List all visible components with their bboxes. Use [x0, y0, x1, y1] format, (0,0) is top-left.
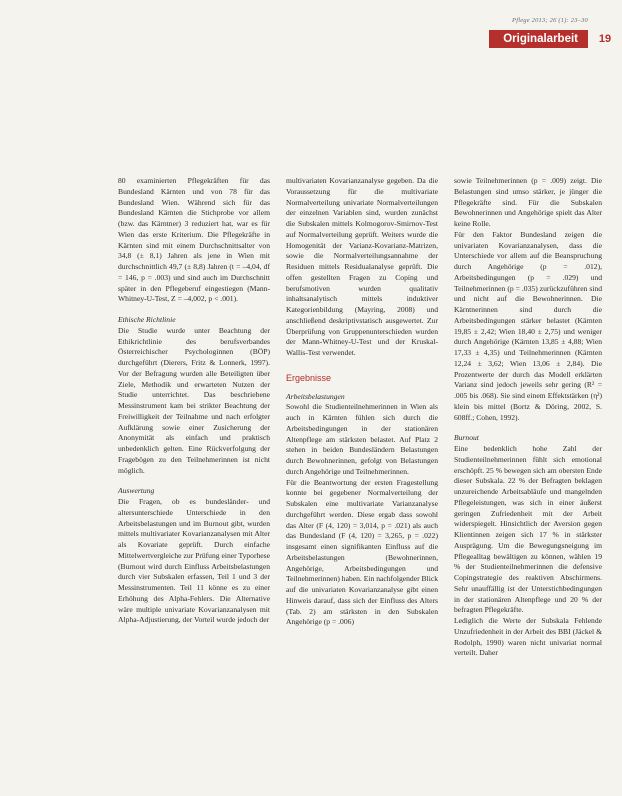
- page-header: [489, 29, 622, 49]
- paragraph: sowie Teilnehmerinnen (p = .009) zeigt. Die Belastungen sind umso stärker, je jünger die Pflegekräfte sind. Für die Subskalen Bewohnerinnen und Angehörige spielt das Alter keine Rolle.: [454, 176, 602, 228]
- paragraph: Die Fragen, ob es bundesländer- und altersunterschiede Unterschiede in den Arbeitsbelastungen und im Burnout gibt, wurden mittels multivariater Kovarianzanalysen mit Alter als Kovariate geprüft. Durch einfache Mittelwertvergleiche zur Prüfung einer Typorhese (Burnout wird durch Einfluss Arbeitsbelastungen durch vier Subskalen erfassen, Teil 1 und 3 der Messinstrumenten. Teil 11 könne es zu einer Erhöhung des Alpha-Fehlers. Die Alternative wäre multiple univariate Kovarianzanalysen mit Alpha-Adjustierung, der Vorteil wurde jedoch der: [118, 497, 270, 625]
- paragraph: multivariaten Kovarianzanalyse gegeben. Da die Voraussetzung für die multivariate Normalverteilung univariate Normalverteilungen der einzelnen Variablen sind, wurden zunächst die Subskalen mittels Kolmogorov-Smirnov-Test auf Normalverteilung geprüft. Weiters wurde die Homogenität der Varianz-Kovarianz-Matrizen, sowie die Normalverteilungsannahme der Residuen mittels Residualanalyse geprüft. Die offen gestellten Fragen zu Coping und berufsmotiven wurden qualitativ inhaltsanalytisch mittels induktiver Kategorienbildung (Mayring, 2008) und anschließend deskriptivstatisch ausgewertet. Zur Überprüfung von Gruppenunterschieden wurden der Mann-Whitney-U-Test und der Kruskal-Wallis-Test verwendet.: [286, 176, 438, 357]
- paragraph: 80 examinierten Pflegekräften für das Bundesland Kärnten und von 78 für das Bundesland Wien. Während sich für das Bundesland Kärnten die Stichprobe vor allem (bzw. das Kärntner) 3 reduziert hat, war es für Wien das erste Kriterium. Die Pflegekräfte in Kärnten sind mit einem Durchschnittsalter von 34,8 (± 8,1) Jahren als jene in Wien mit durchschnittlich 49,7 (± 8,8) Jahren (t = –4,04, df = 146, p = .003) und sind auch im Durchschnitt später in den Pflegeberuf eingestiegen (Mann-Whitney-U-Test, Z = –4,002, p < .001).: [118, 176, 270, 304]
- paragraph: Sowohl die Studienteilnehmerinnen in Wien als auch in Kärnten fühlen sich durch die Arbeitsbedingungen in der stationären Altenpflege am stärksten belastet. Auf Platz 2 stehen in beiden Bundesländern Belastungen durch Bewohnerinnen, gefolgt von Belastungen durch Angehörige und Teilnehmerinnen.: [286, 402, 438, 476]
- paragraph: Die Studie wurde unter Beachtung der Ethikrichtlinie des berufsverbandes Österreichischer Psychologinnen (BÖP) durchgeführt (Dierers, Fritz & Lonnerk, 1997). Vor der Befragung wurden alle Beteiligten über Ziele, Methodik und erwarteten Nutzen der Studie unterrichtet. Das beschriebene Messinstrument kam bei strikter Beachtung der Freiwilligkeit der Teilnahme und nach erfolgter Aufklärung sowie einer Zusicherung der Anonymität als einfach und praktisch unbedenklich gelten. Eine Rückverfolgung der Fragebögen zu den Teilnehmerinnen ist nicht möglich.: [118, 325, 270, 475]
- section-label: Originalarbeit: [489, 30, 588, 48]
- subheading-burnout: Burnout: [454, 433, 479, 443]
- subheading-evaluation: Auswertung: [118, 486, 155, 496]
- text-column-3: [454, 176, 602, 659]
- page-number: 19: [598, 33, 612, 45]
- journal-reference: Pflege 2013; 26 (1): 23–30: [512, 17, 588, 24]
- paragraph: Lediglich die Werte der Subskala Fehlende Unzufriedenheit in der Arbeit des BBI (Jäckel & Rodolph, 1990) waren nicht univariat normal verteilt. Daher: [454, 616, 602, 658]
- paragraph: Für den Faktor Bundesland zeigen die univariaten Kovarianzanalysen, dass die Unterschiede vor allem auf die Beanspruchung durch Angehörige (p = .012), Arbeitsbedingungen (p = .029) und Teilnehmerinnen (p = .035) zurückzuführen sind und nicht auf die Bewohnerinnen. Die Kärntnerinnen sind durch die Arbeitsbedingungen stärker belastet (Kärnten 19,85 ± 2,42; Wien 18,40 ± 2,75) und weniger durch Angehörige (Kärnten 13,85 ± 4,88; Wien 17,33 ± 4,35) und Teilnehmerinnen (Kärnten 12,24 ± 3,62; Wien 13,06 ± 2,84). Die Prozentwerte der durch das Modell erklärten Varianz sind jedoch jeweils sehr gering (R² = .005 bis .068). Sie sind einem Effektstärken (η²) klein bis mittel (Bortz & Döring, 2002, S. 608ff.; Cohen, 1992).: [454, 229, 602, 422]
- subheading-workload: Arbeitsbelastungen: [286, 391, 345, 401]
- section-title-results: Ergebnisse: [286, 372, 332, 383]
- text-column-1: [118, 176, 270, 626]
- subheading-ethics: Ethische Richtlinie: [118, 315, 176, 324]
- text-column-2: [286, 176, 438, 628]
- paragraph: Eine bedenklich hohe Zahl der Studienteilnehmerinnen fühlt sich emotional erschöpft. 25 % bewegen sich am obersten Ende dieser Subskala. 22 % der Befragten beklagen unzureichende Arbeitsabläufe und mangelnden Pflegeleistungen, was sich in einer äußerst geringen Zufriedenheit mit der Arbeit widerspiegelt. Hinsichtlich der Aversion gegen Klientinnen zeigen sich 17 % in stärkster Ausprägung. Um die Bewegungsneigung im Pflegealltag bewältigen zu können, wählen 19 % der Studienteilnehmerinnen die defensive Copingstrategie des reaktiven Abschirmens. Sehr unauffällig ist der Unterstichbedingungen in der stationären Altenpflege und 20 % der befragten Pflegekräfte.: [454, 444, 602, 615]
- paragraph: Für die Beantwortung der ersten Fragestellung konnte bei gegebener Normalverteilung der Subskalen eine multivariate Varianzanalyse durchgeführt werden. Diese ergab dass sowohl das Alter (F (4, 120) = 3,014, p = .021) als auch das Bundesland (F (4, 120) = 3,265, p = .022) insgesamt einen signifikanten Einfluss auf die Arbeitsbelastungen (Bewohnerinnen, Angehörige, Arbeitsbedingungen und Teilnehmerinnen) haben. Ein nachfolgender Blick auf die univariaten Kovarianzanalyse gibt einen Hinweis darauf, dass sich der Einfluss des Alters (Tab. 2) am stärksten in den Subskalen Angehörige (p = .006): [286, 477, 438, 627]
